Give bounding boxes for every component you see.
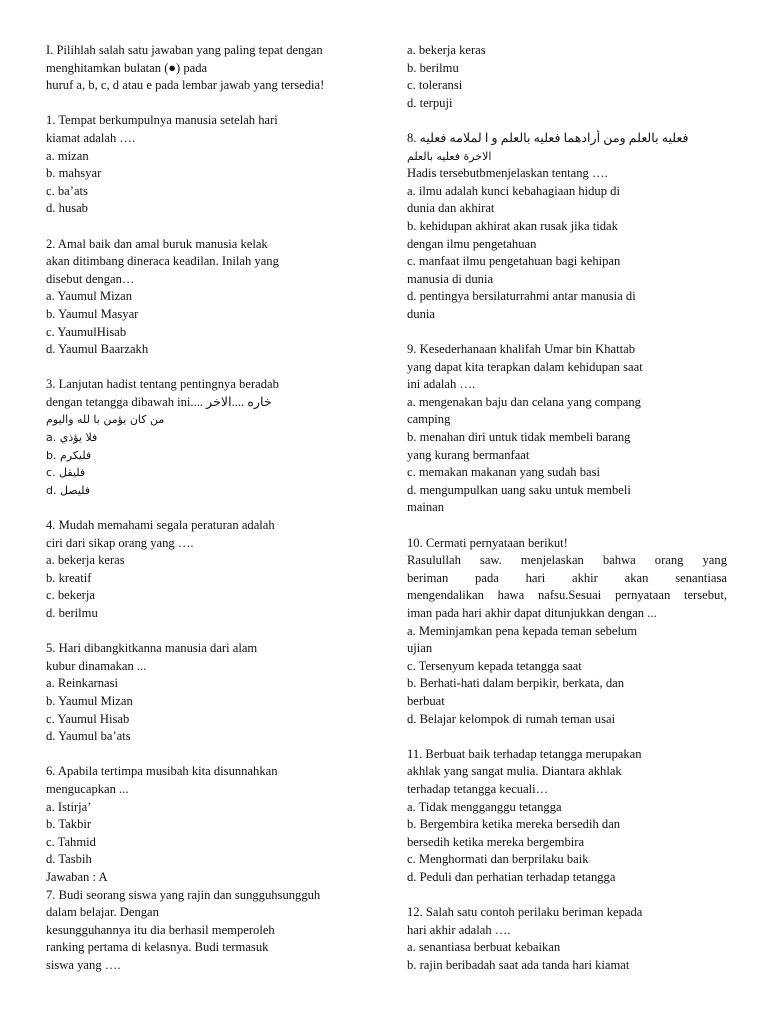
text-line: yang kurang bermanfaat bbox=[407, 447, 530, 462]
text-line: 3. Lanjutan hadist tentang pentingnya beradab bbox=[46, 377, 279, 392]
text-line: c. ba’ats bbox=[46, 183, 88, 198]
left-column bbox=[46, 42, 364, 974]
text-line: 4. Mudah memahami segala peraturan adalah bbox=[46, 518, 275, 533]
text-line: huruf a, b, c, d atau e pada lembar jawab yang tersedia! bbox=[46, 78, 325, 93]
text-line: d. terpuji bbox=[407, 95, 453, 110]
text-line: mainan bbox=[407, 500, 445, 515]
text-line: b. kehidupan akhirat akan rusak jika tidak bbox=[407, 218, 618, 233]
line-gap bbox=[407, 324, 727, 342]
text-line: c. Menghormati dan berprilaku baik bbox=[407, 852, 589, 867]
line-gap bbox=[46, 623, 364, 641]
text-line: menghitamkan bulatan (●) pada bbox=[46, 60, 208, 75]
text-line: a. Tidak mengganggu tetangga bbox=[407, 799, 562, 814]
text-line: manusia di dunia bbox=[407, 271, 494, 286]
line-gap bbox=[46, 499, 364, 517]
text-line: d. mengumpulkan uang saku untuk membeli bbox=[407, 482, 631, 497]
text-line: a. bekerja keras bbox=[407, 43, 486, 57]
text-line: a. Yaumul Mizan bbox=[46, 289, 133, 304]
line-gap bbox=[407, 112, 727, 130]
text-line: dengan ilmu pengetahuan bbox=[407, 236, 537, 251]
text-line: akhlak yang sangat mulia. Diantara akhlak bbox=[407, 764, 622, 779]
text-line: a. ilmu adalah kunci kebahagiaan hidup di bbox=[407, 183, 620, 198]
right-column bbox=[407, 42, 727, 974]
text-line: beriman pada hari akhir akan senantiasa bbox=[407, 570, 727, 585]
line-gap bbox=[407, 887, 727, 905]
text-line: 1. Tempat berkumpulnya manusia setelah hari bbox=[46, 113, 278, 128]
text-line: Rasulullah saw. menjelaskan bahwa orang yang bbox=[407, 553, 727, 568]
text-line: b. mahsyar bbox=[46, 166, 102, 181]
text-line: b. rajin beribadah saat ada tanda hari kiamat bbox=[407, 957, 630, 972]
text-line: c. manfaat ilmu pengetahuan bagi kehipan bbox=[407, 254, 621, 269]
text-line: a. Meminjamkan pena kepada teman sebelum bbox=[407, 623, 638, 638]
text-line: Jawaban : A bbox=[46, 869, 108, 884]
text-line: b. Bergembira ketika mereka bersedih dan bbox=[407, 817, 621, 832]
text-line: akan ditimbang dineraca keadilan. Inilah yang bbox=[46, 254, 279, 269]
text-line: d. Yaumul ba’ats bbox=[46, 729, 131, 744]
line-gap bbox=[46, 95, 364, 113]
text-line: berbuat bbox=[407, 693, 445, 708]
text-line: c. bekerja bbox=[46, 588, 95, 603]
text-line: b. Berhati-hati dalam berpikir, berkata, dan bbox=[407, 676, 625, 691]
text-line: dengan tetangga dibawah ini.... خاره ....الاخر bbox=[46, 394, 272, 409]
text-line: a. bekerja keras bbox=[46, 553, 125, 568]
text-line: 11. Berbuat baik terhadap tetangga merupakan bbox=[407, 746, 642, 761]
line-gap bbox=[46, 746, 364, 764]
line-gap bbox=[407, 728, 727, 746]
text-line: c. YaumulHisab bbox=[46, 324, 127, 339]
text-line: I. Pilihlah salah satu jawaban yang paling tepat dengan bbox=[46, 43, 323, 57]
text-line: فليكرم .b bbox=[46, 448, 92, 462]
text-line: a. Istirja’ bbox=[46, 799, 92, 814]
text-line: mengucapkan ... bbox=[46, 781, 129, 796]
text-line: c. Yaumul Hisab bbox=[46, 711, 130, 726]
text-line: d. Peduli dan perhatian terhadap tetangga bbox=[407, 869, 616, 884]
text-line: 5. Hari dibangkitkanna manusia dari alam bbox=[46, 641, 258, 656]
text-line: فلا يؤذي .a bbox=[46, 431, 98, 445]
text-line: dunia dan akhirat bbox=[407, 201, 495, 216]
text-line: 8. فعليه بالعلم ومن أرادهما فعليه بالعلم و ا لملامه فعليه bbox=[407, 130, 689, 145]
text-line: kiamat adalah …. bbox=[46, 130, 136, 145]
text-line: yang dapat kita terapkan dalam kehidupan saat bbox=[407, 359, 643, 374]
line-gap bbox=[46, 218, 364, 236]
text-line: c. Tersenyum kepada tetangga saat bbox=[407, 658, 582, 673]
text-line: kubur dinamakan ... bbox=[46, 658, 147, 673]
text-line: iman pada hari akhir dapat ditunjukkan dengan ... bbox=[407, 606, 657, 620]
text-line: b. Takbir bbox=[46, 817, 92, 832]
text-line: 10. Cermati pernyataan berikut! bbox=[407, 535, 568, 550]
text-line: camping bbox=[407, 412, 451, 427]
text-line: b. kreatif bbox=[46, 570, 92, 585]
text-line: kesungguhannya itu dia berhasil memperoleh bbox=[46, 922, 275, 937]
text-line: a. senantiasa berbuat kebaikan bbox=[407, 940, 561, 955]
text-line: hari akhir adalah …. bbox=[407, 922, 511, 937]
text-line: ujian bbox=[407, 641, 433, 656]
text-line: bersedih ketika mereka bergembira bbox=[407, 834, 585, 849]
text-line: 2. Amal baik dan amal buruk manusia kelak bbox=[46, 236, 268, 251]
text-line: b. Yaumul Mizan bbox=[46, 693, 133, 708]
text-line: b. menahan diri untuk tidak membeli barang bbox=[407, 430, 631, 445]
text-line: فليقل .c bbox=[46, 466, 86, 480]
text-line: c. toleransi bbox=[407, 78, 463, 93]
text-line: 7. Budi seorang siswa yang rajin dan sungguhsungguh bbox=[46, 887, 321, 902]
text-line: من كان يؤمن با لله واليوم bbox=[46, 413, 165, 427]
text-line: ini adalah …. bbox=[407, 377, 476, 392]
text-line: 12. Salah satu contoh perilaku beriman kepada bbox=[407, 905, 643, 920]
text-line: 9. Kesederhanaan khalifah Umar bin Khattab bbox=[407, 342, 635, 357]
text-line: d. berilmu bbox=[46, 606, 98, 620]
text-line: siswa yang …. bbox=[46, 957, 121, 972]
text-line: Hadis tersebutbmenjelaskan tentang …. bbox=[407, 166, 608, 181]
text-line: c. memakan makanan yang sudah basi bbox=[407, 465, 601, 480]
text-line: الاخرة فعليه بالعلم bbox=[407, 149, 492, 163]
text-line: d. Yaumul Baarzakh bbox=[46, 342, 149, 357]
text-line: c. Tahmid bbox=[46, 834, 96, 849]
text-line: a. Reinkarnasi bbox=[46, 676, 119, 691]
text-line: ranking pertama di kelasnya. Budi termasuk bbox=[46, 940, 269, 955]
text-line: فليصل .d bbox=[46, 483, 91, 497]
text-line: ciri dari sikap orang yang …. bbox=[46, 535, 194, 550]
text-line: terhadap tetangga kecuali… bbox=[407, 781, 549, 796]
text-line: dalam belajar. Dengan bbox=[46, 905, 159, 920]
text-line: mengendalikan hawa nafsu.Sesuai pernyataan tersebut, bbox=[407, 588, 727, 603]
text-line: d. pentingya bersilaturrahmi antar manusia di bbox=[407, 289, 636, 304]
text-line: b. Yaumul Masyar bbox=[46, 306, 139, 321]
text-line: d. Belajar kelompok di rumah teman usai bbox=[407, 711, 616, 726]
text-line: a. mizan bbox=[46, 148, 89, 163]
text-line: d. husab bbox=[46, 201, 88, 216]
text-line: 6. Apabila tertimpa musibah kita disunnahkan bbox=[46, 764, 278, 779]
text-line: disebut dengan… bbox=[46, 271, 135, 286]
line-gap bbox=[46, 359, 364, 377]
text-line: dunia bbox=[407, 306, 435, 321]
line-gap bbox=[407, 517, 727, 535]
text-line: d. Tasbih bbox=[46, 852, 92, 867]
text-line: b. berilmu bbox=[407, 60, 459, 75]
text-line: a. mengenakan baju dan celana yang compang bbox=[407, 394, 641, 409]
